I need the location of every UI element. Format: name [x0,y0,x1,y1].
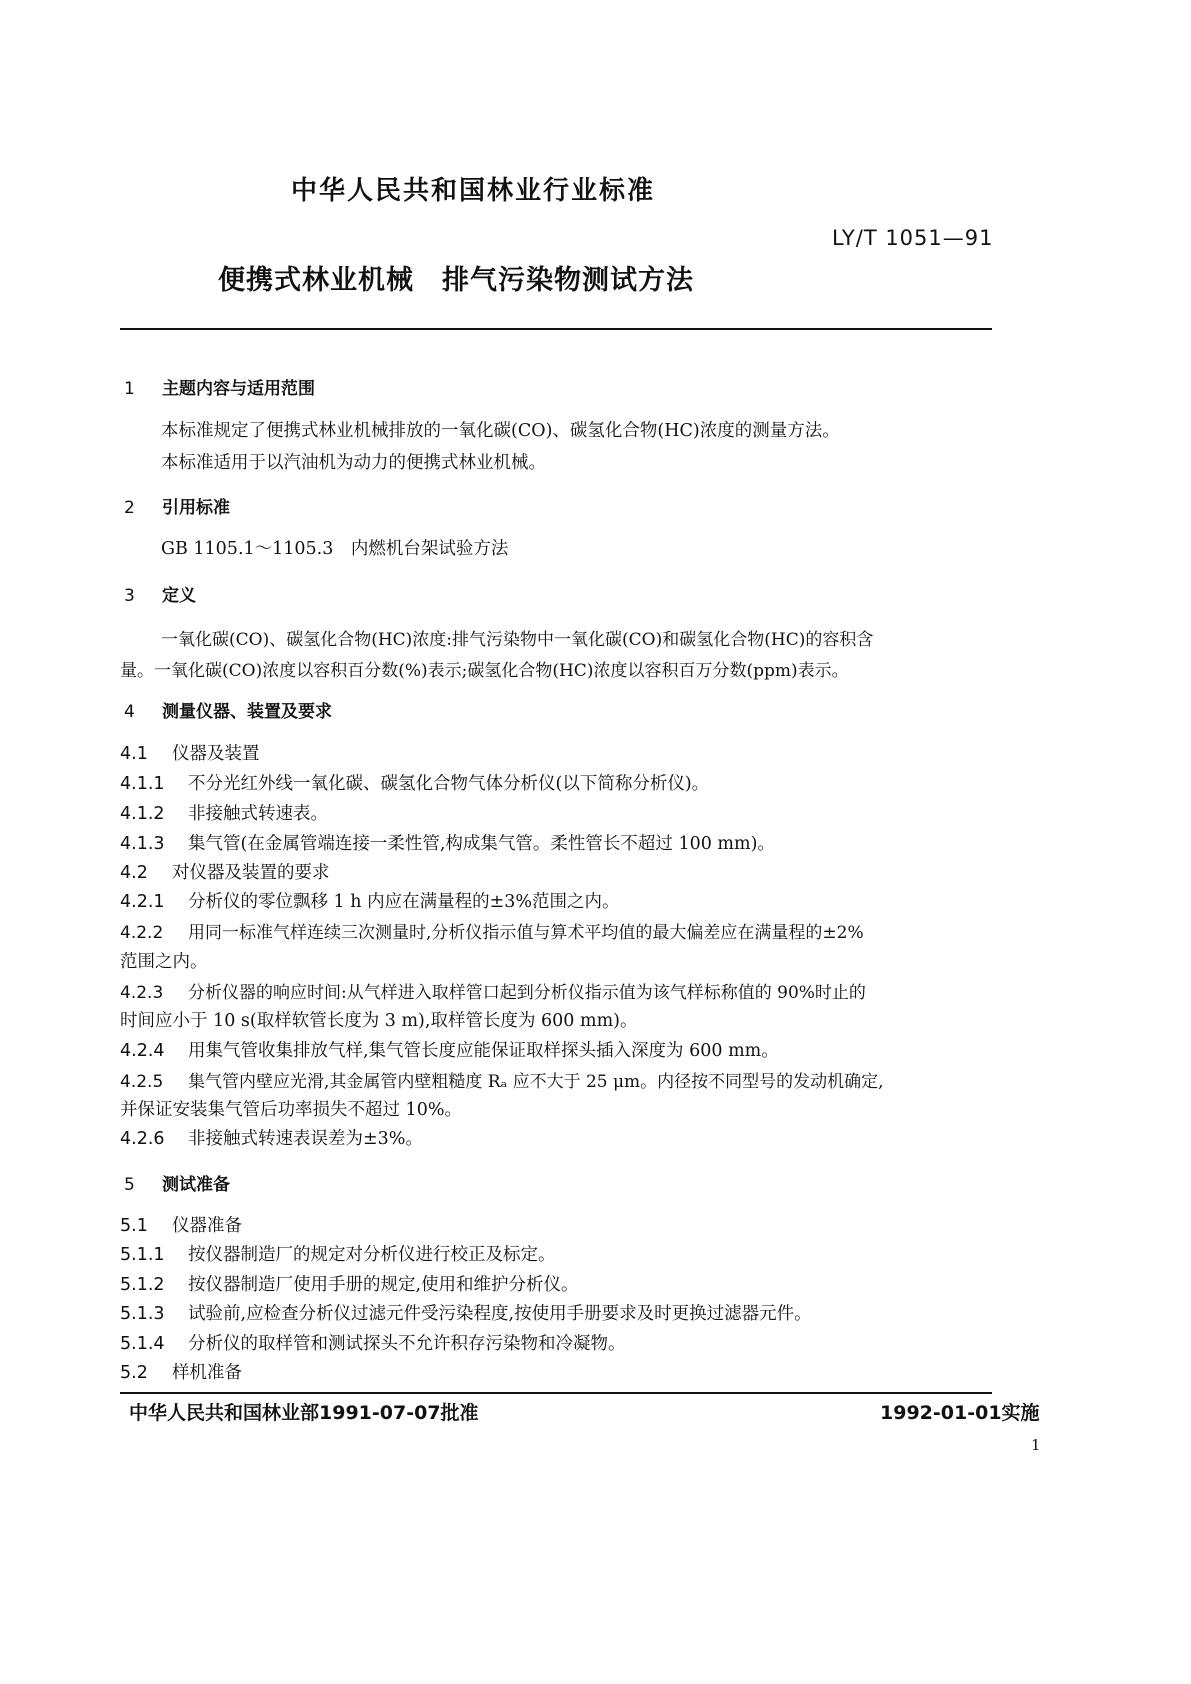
section-title: 定义 [162,586,196,606]
paragraph: 本标准适用于以汽油机为动力的便携式林业机械。 [161,453,546,473]
clause-4-1-1 [120,770,709,795]
reference-item: GB 1105.1～1105.3 内燃机台架试验方法 [161,539,509,559]
clause-5-1-2 [120,1271,579,1296]
clause-number: 5.2 [120,1363,148,1383]
section-title: 测量仪器、装置及要求 [162,702,332,722]
effective-date: 1992-01-01实施 [880,1402,1040,1424]
section-heading-4 [124,697,332,722]
clause-4-2-4 [120,1037,779,1062]
clause-text: 分析仪器的响应时间:从气样进入取样管口起到分析仪指示值为该气样标称值的 90%时止的 [188,983,866,1003]
clause-text: 分析仪的取样管和测试探头不允许积存污染物和冷凝物。 [188,1334,626,1354]
approval-line: 中华人民共和国林业部1991-07-07批准 [129,1402,479,1424]
clause-4-2 [120,859,330,884]
clause-text: 不分光红外线一氧化碳、碳氢化合物气体分析仪(以下简称分析仪)。 [188,774,710,794]
clause-4-1-3 [120,830,775,855]
clause-4-2-1 [120,888,620,913]
clause-number: 4.1.2 [120,804,165,824]
clause-4-2-3 [120,978,866,1003]
clause-4-2-5 [120,1067,884,1092]
section-heading-2 [124,493,230,518]
clause-text: 分析仪的零位飘移 1 h 内应在满量程的±3%范围之内。 [188,892,620,912]
clause-5-1-3 [120,1300,812,1325]
clause-4-1 [120,740,260,765]
clause-4-2-2 [120,918,864,943]
footer-rule [120,1392,992,1394]
clause-number: 4.1.3 [120,834,165,854]
clause-number: 4.2.2 [120,923,164,943]
clause-number: 5.1.3 [120,1304,165,1324]
section-title: 测试准备 [162,1175,230,1195]
section-number: 4 [124,702,135,722]
clause-text: 用集气管收集排放气样,集气管长度应能保证取样探头插入深度为 600 mm。 [188,1041,779,1061]
clause-number: 4.1.1 [120,774,165,794]
clause-number: 5.1.2 [120,1275,165,1295]
clause-number: 4.2.1 [120,892,165,912]
clause-4-2-6 [120,1125,423,1150]
section-title: 引用标准 [162,498,230,518]
section-heading-5 [124,1170,230,1195]
clause-text: 按仪器制造厂的规定对分析仪进行校正及标定。 [188,1245,556,1265]
clause-text: 对仪器及装置的要求 [172,863,330,883]
paragraph: 本标准规定了便携式林业机械排放的一氧化碳(CO)、碳氢化合物(HC)浓度的测量方法。 [161,421,840,441]
clause-5-1-1 [120,1241,556,1266]
clause-continuation: 范围之内。 [120,952,208,972]
page-number: 1 [1031,1436,1041,1454]
clause-text: 集气管内壁应光滑,其金属管内壁粗糙度 Rₐ 应不大于 25 μm。内径按不同型号的发动机确定, [188,1072,884,1092]
clause-number: 5.1.1 [120,1245,165,1265]
clause-number: 4.2.5 [120,1072,164,1092]
section-number: 2 [124,498,135,518]
section-heading-1 [124,374,315,399]
clause-number: 4.1 [120,744,148,764]
clause-text: 仪器准备 [172,1216,242,1236]
clause-continuation: 时间应小于 10 s(取样软管长度为 3 m),取样管长度为 600 mm)。 [120,1011,638,1031]
standard-code: LY/T 1051—91 [832,226,994,250]
section-number: 5 [124,1175,135,1195]
clause-number: 5.1.4 [120,1334,165,1354]
document-title: 便携式林业机械 排气污染物测试方法 [218,265,694,296]
section-heading-3 [124,581,196,606]
title-rule [120,328,992,330]
standard-category-title: 中华人民共和国林业行业标准 [291,176,656,206]
clause-4-1-2 [120,800,328,825]
section-number: 1 [124,379,135,399]
clause-number: 4.2.3 [120,983,164,1003]
clause-text: 按仪器制造厂使用手册的规定,使用和维护分析仪。 [188,1275,579,1295]
clause-text: 非接触式转速表误差为±3%。 [188,1129,423,1149]
clause-text: 仪器及装置 [172,744,260,764]
clause-number: 4.2.6 [120,1129,165,1149]
clause-number: 4.2 [120,863,148,883]
section-title: 主题内容与适用范围 [162,379,315,399]
clause-text: 集气管(在金属管端连接一柔性管,构成集气管。柔性管长不超过 100 mm)。 [188,834,775,854]
clause-text: 试验前,应检查分析仪过滤元件受污染程度,按使用手册要求及时更换过滤器元件。 [188,1304,812,1324]
section-number: 3 [124,586,135,606]
clause-text: 样机准备 [172,1363,242,1383]
paragraph: 量。一氧化碳(CO)浓度以容积百分数(%)表示;碳氢化合物(HC)浓度以容积百万分数(ppm)表示。 [120,661,849,681]
clause-5-2 [120,1359,242,1384]
clause-continuation: 并保证安装集气管后功率损失不超过 10%。 [120,1100,462,1120]
paragraph: 一氧化碳(CO)、碳氢化合物(HC)浓度:排气污染物中一氧化碳(CO)和碳氢化合物(HC)的容积含 [161,630,874,650]
clause-number: 5.1 [120,1216,148,1236]
clause-5-1 [120,1212,242,1237]
clause-number: 4.2.4 [120,1041,165,1061]
clause-text: 非接触式转速表。 [188,804,328,824]
clause-text: 用同一标准气样连续三次测量时,分析仪指示值与算术平均值的最大偏差应在满量程的±2% [188,923,864,943]
clause-5-1-4 [120,1330,626,1355]
